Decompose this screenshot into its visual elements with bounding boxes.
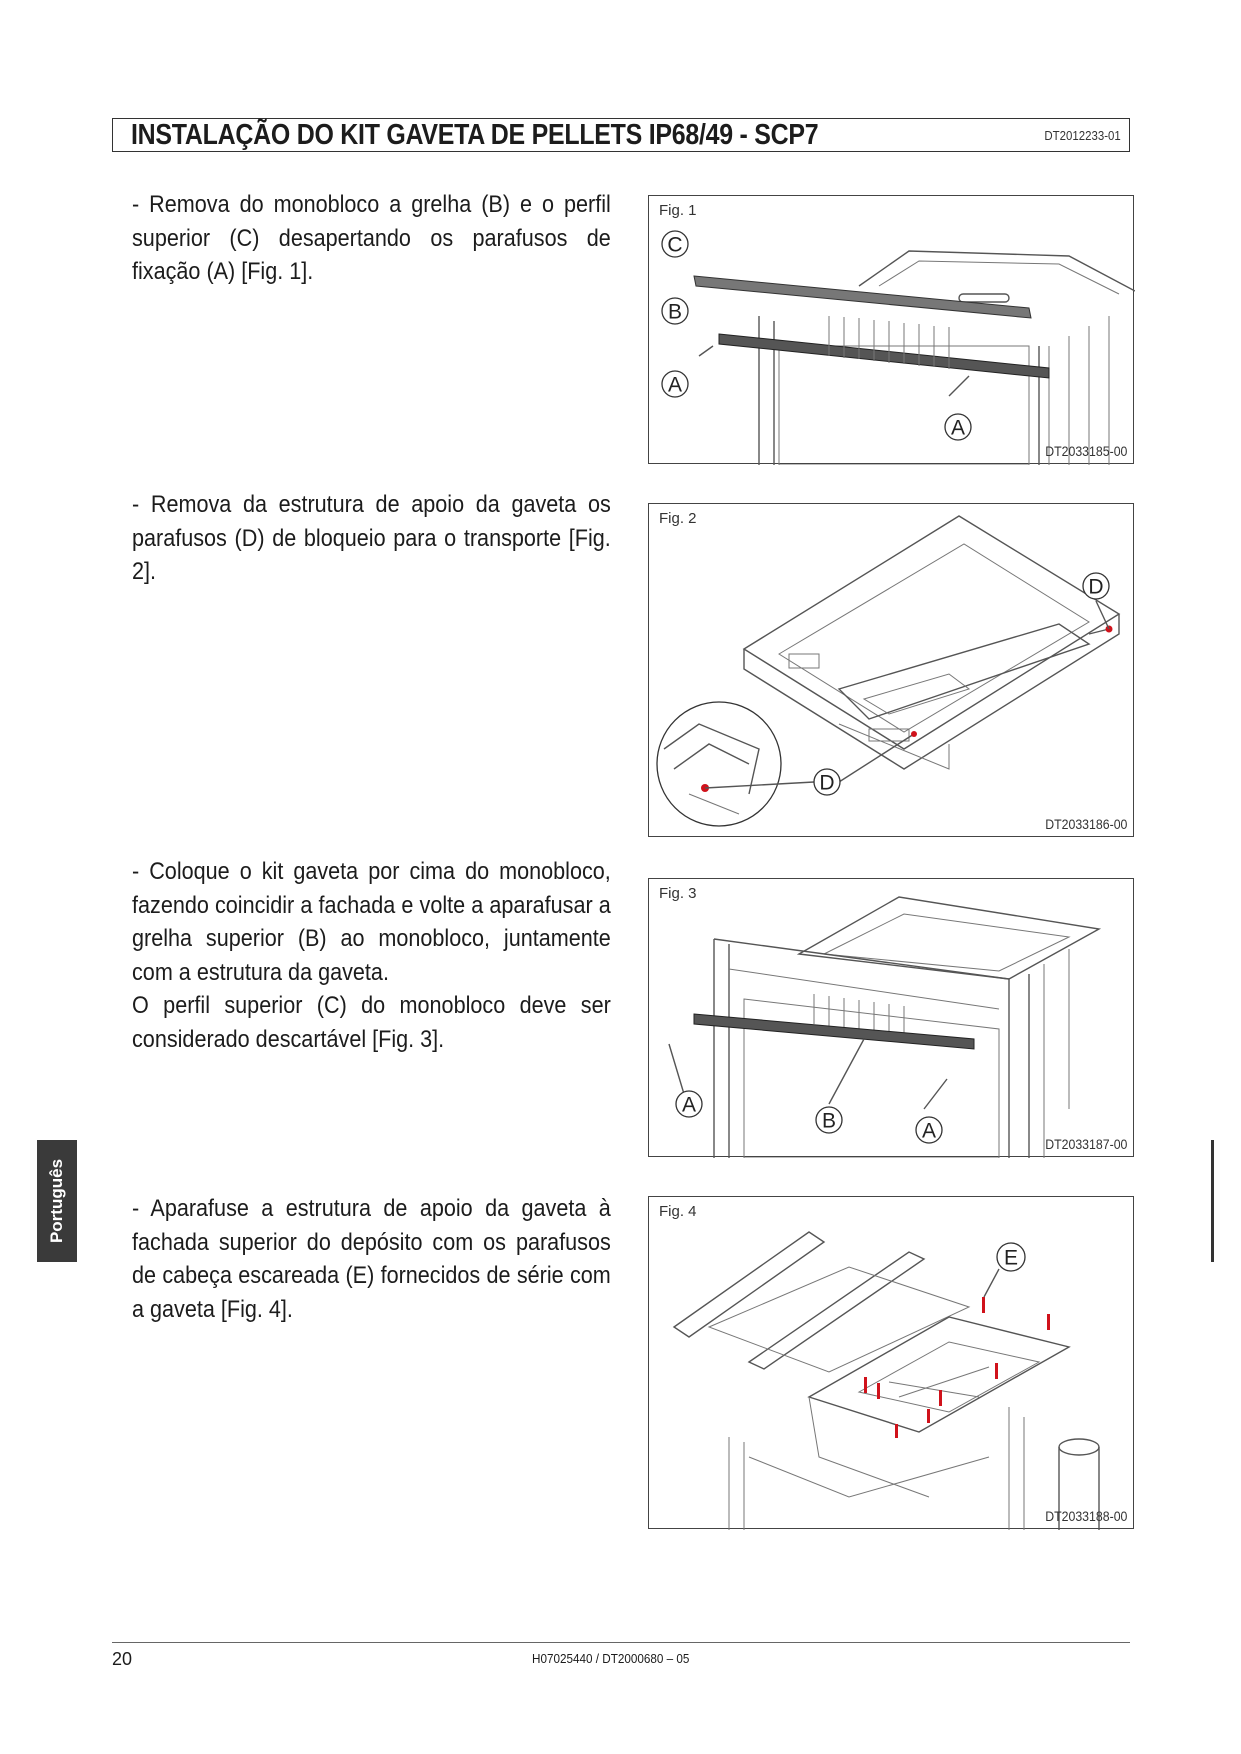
svg-text:A: A bbox=[667, 373, 683, 397]
figure-1 bbox=[648, 195, 1134, 464]
callout-a bbox=[662, 371, 688, 397]
callout-b bbox=[662, 298, 688, 324]
page-title: INSTALAÇÃO DO KIT GAVETA DE PELLETS IP68/49 - SCP7 bbox=[131, 119, 819, 151]
instruction-text: - Coloque o kit gaveta por cima do monobloco, fazendo coincidir a fachada e volte a aparafusar a grelha superior (B) ao monobloco, juntamente com a estrutura da gaveta. bbox=[132, 858, 611, 986]
section-marker bbox=[1211, 1140, 1214, 1262]
page-number: 20 bbox=[112, 1649, 133, 1669]
instruction-text: - Remova da estrutura de apoio da gaveta os parafusos (D) de bloqueio para o transporte [Fig. 2]. bbox=[132, 491, 611, 585]
document-code: DT2012233-01 bbox=[1044, 128, 1121, 143]
callout-a bbox=[945, 414, 971, 440]
footer-divider bbox=[112, 1642, 1130, 1643]
instruction-step-3 bbox=[132, 855, 611, 1056]
callout-c bbox=[662, 231, 688, 257]
svg-text:C: C bbox=[667, 233, 683, 257]
figure-3-drawing bbox=[649, 879, 1135, 1158]
svg-text:A: A bbox=[921, 1119, 937, 1143]
figure-2-drawing bbox=[649, 504, 1135, 838]
figure-label: Fig. 2 bbox=[659, 510, 697, 527]
svg-text:A: A bbox=[950, 416, 966, 440]
figure-code: DT2033188-00 bbox=[1044, 1508, 1127, 1524]
figure-2 bbox=[648, 503, 1134, 837]
instruction-text: - Aparafuse a estrutura de apoio da gaveta à fachada superior do depósito com os parafusos de cabeça escareada (E) fornecidos de série com a gaveta [Fig. 4]. bbox=[132, 1195, 611, 1323]
callout-b bbox=[816, 1107, 842, 1133]
document-reference: H07025440 / DT2000680 – 05 bbox=[532, 1651, 690, 1666]
instruction-text: - Remova do monobloco a grelha (B) e o perfil superior (C) desapertando os parafusos de fixação (A) [Fig. 1]. bbox=[132, 191, 611, 285]
callout-a bbox=[916, 1117, 942, 1143]
title-bar bbox=[112, 118, 1130, 152]
instruction-step-2 bbox=[132, 488, 611, 589]
instruction-text: O perfil superior (C) do monobloco deve ser considerado descartável [Fig. 3]. bbox=[132, 992, 611, 1053]
svg-text:D: D bbox=[1088, 575, 1104, 599]
language-tab bbox=[37, 1140, 77, 1262]
figure-label: Fig. 1 bbox=[659, 202, 697, 219]
figure-1-drawing bbox=[649, 196, 1135, 465]
figure-3 bbox=[648, 878, 1134, 1157]
callout-a bbox=[676, 1091, 702, 1117]
figure-label: Fig. 3 bbox=[659, 885, 697, 902]
callout-d bbox=[814, 769, 840, 795]
figure-code: DT2033185-00 bbox=[1044, 443, 1127, 459]
svg-text:E: E bbox=[1003, 1246, 1019, 1270]
svg-text:A: A bbox=[681, 1093, 697, 1117]
instruction-step-4 bbox=[132, 1192, 611, 1326]
svg-text:B: B bbox=[667, 300, 683, 324]
figure-code: DT2033186-00 bbox=[1044, 816, 1127, 832]
instruction-step-1 bbox=[132, 188, 611, 289]
figure-4-drawing bbox=[649, 1197, 1135, 1530]
svg-text:D: D bbox=[819, 771, 835, 795]
figure-code: DT2033187-00 bbox=[1044, 1136, 1127, 1152]
figure-4 bbox=[648, 1196, 1134, 1529]
svg-text:B: B bbox=[821, 1109, 837, 1133]
language-tab-label: Português bbox=[47, 1158, 66, 1244]
callout-e bbox=[997, 1243, 1025, 1271]
callout-d bbox=[1083, 573, 1109, 599]
figure-label: Fig. 4 bbox=[659, 1203, 697, 1220]
